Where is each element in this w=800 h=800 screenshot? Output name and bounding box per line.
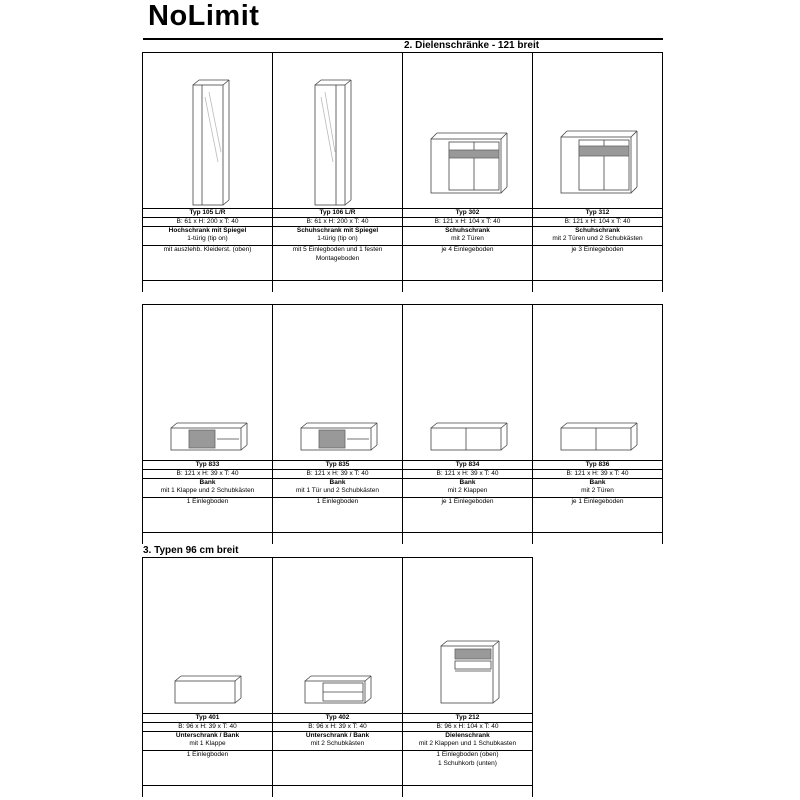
type-label: Typ 834: [403, 460, 532, 470]
dimensions: B: 121 x H: 39 x T: 40: [403, 469, 532, 479]
dimensions: B: 121 x H: 39 x T: 40: [273, 469, 402, 479]
header-rule: [143, 38, 663, 40]
product-card-401: [143, 557, 273, 797]
brand-title: NoLimit: [148, 0, 260, 32]
product-drawing: [273, 557, 402, 713]
dimensions: B: 61 x H: 200 x T: 40: [143, 217, 272, 227]
product-grid-3: [142, 557, 533, 797]
desc-line-2: mit auszlehb. Kleiderst. (oben): [143, 245, 272, 255]
product-card-312: [533, 52, 663, 292]
spacer-row: [273, 280, 402, 290]
desc-line-2: je 1 Einlegeboden: [403, 497, 532, 507]
product-card-302: [403, 52, 533, 292]
dimensions: B: 96 x H: 39 x T: 40: [273, 722, 402, 732]
product-drawing: [403, 52, 532, 208]
product-drawing: [403, 557, 532, 713]
type-label: Typ 835: [273, 460, 402, 470]
desc-line-3: Montageboden: [315, 255, 360, 262]
dimensions: B: 121 x H: 39 x T: 40: [533, 469, 662, 479]
desc-line-1: 1-türig (tip on): [317, 235, 358, 242]
spacer-row: [273, 785, 402, 795]
dimensions: B: 121 x H: 104 x T: 40: [403, 217, 532, 227]
product-name: Bank: [533, 478, 662, 488]
product-drawing: [533, 304, 662, 460]
desc-line-1: mit 1 Klappe: [189, 740, 226, 747]
dimensions: B: 121 x H: 39 x T: 40: [143, 469, 272, 479]
product-name: Bank: [143, 478, 272, 488]
product-name: Bank: [273, 478, 402, 488]
desc-line-2: [273, 750, 402, 760]
desc-line-1: mit 2 Türen und 2 Schubkästen: [552, 235, 643, 242]
product-grid-2: [142, 304, 663, 544]
product-drawing: [403, 304, 532, 460]
desc-line-2: 1 Einlegboden (oben): [403, 750, 532, 760]
spacer-row: [533, 280, 662, 290]
desc-line-1: mit 2 Türen: [451, 235, 484, 242]
product-drawing: [143, 304, 272, 460]
product-drawing: [143, 557, 272, 713]
spacer-row: [143, 785, 272, 795]
type-label: Typ 105 L/R: [143, 208, 272, 218]
section-3-title: 3. Typen 96 cm breit: [143, 545, 239, 556]
type-label: Typ 402: [273, 713, 402, 723]
product-card-105: [143, 52, 273, 292]
dimensions: B: 96 x H: 39 x T: 40: [143, 722, 272, 732]
desc-line-2: je 1 Einlegeboden: [533, 497, 662, 507]
product-card-834: [403, 304, 533, 544]
desc-line-1: mit 2 Schubkästen: [310, 740, 365, 747]
desc-line-2: 1 Einlegboden: [143, 750, 272, 760]
desc-line-1: mit 2 Klappen und 1 Schubkasten: [418, 740, 517, 747]
section-2-title: 2. Dielenschränke - 121 breit: [404, 40, 540, 51]
product-drawing: [533, 52, 662, 208]
spacer-row: [403, 785, 532, 795]
spacer-row: [533, 532, 662, 542]
dimensions: B: 121 x H: 104 x T: 40: [533, 217, 662, 227]
product-name: Dielenschrank: [403, 731, 532, 741]
desc-line-3: 1 Schuhkorb (unten): [438, 760, 497, 767]
product-card-212: [403, 557, 533, 797]
spacer-row: [403, 280, 532, 290]
product-grid-1: [142, 52, 663, 292]
type-label: Typ 401: [143, 713, 272, 723]
desc-line-1: mit 1 Tür und 2 Schubkästen: [296, 487, 379, 494]
product-drawing: [143, 52, 272, 208]
desc-line-3: [143, 255, 272, 264]
product-card-836: [533, 304, 663, 544]
type-label: Typ 302: [403, 208, 532, 218]
desc-line-1: mit 1 Klappe und 2 Schubkästen: [160, 487, 255, 494]
desc-line-1: 1-türig (tip on): [187, 235, 228, 242]
desc-line-1: mit 2 Klappen: [447, 487, 488, 494]
product-card-835: [273, 304, 403, 544]
type-label: Typ 833: [143, 460, 272, 470]
product-name: Unterschrank / Bank: [143, 731, 272, 741]
spacer-row: [143, 280, 272, 290]
product-drawing: [273, 304, 402, 460]
desc-line-2: 1 Einlegboden: [273, 497, 402, 507]
product-name: Schuhschrank mit Spiegel: [273, 226, 402, 236]
spacer-row: [403, 532, 532, 542]
type-label: Typ 836: [533, 460, 662, 470]
product-drawing: [273, 52, 402, 208]
dimensions: B: 61 x H: 200 x T: 40: [273, 217, 402, 227]
product-card-402: [273, 557, 403, 797]
desc-line-2: 1 Einlegboden: [143, 497, 272, 507]
product-card-833: [143, 304, 273, 544]
spacer-row: [143, 532, 272, 542]
type-label: Typ 212: [403, 713, 532, 723]
desc-line-2: je 3 Einlegeboden: [533, 245, 662, 255]
desc-line-2: je 4 Einlegeboden: [403, 245, 532, 255]
dimensions: B: 96 x H: 104 x T: 40: [403, 722, 532, 732]
product-card-106: [273, 52, 403, 292]
desc-line-2: mit 5 Einlegboden und 1 festen: [273, 245, 402, 255]
type-label: Typ 106 L/R: [273, 208, 402, 218]
desc-line-1: mit 2 Türen: [581, 487, 614, 494]
product-name: Schuhschrank: [533, 226, 662, 236]
product-name: Bank: [403, 478, 532, 488]
type-label: Typ 312: [533, 208, 662, 218]
spacer-row: [273, 532, 402, 542]
product-name: Schuhschrank: [403, 226, 532, 236]
product-name: Unterschrank / Bank: [273, 731, 402, 741]
product-name: Hochschrank mit Spiegel: [143, 226, 272, 236]
